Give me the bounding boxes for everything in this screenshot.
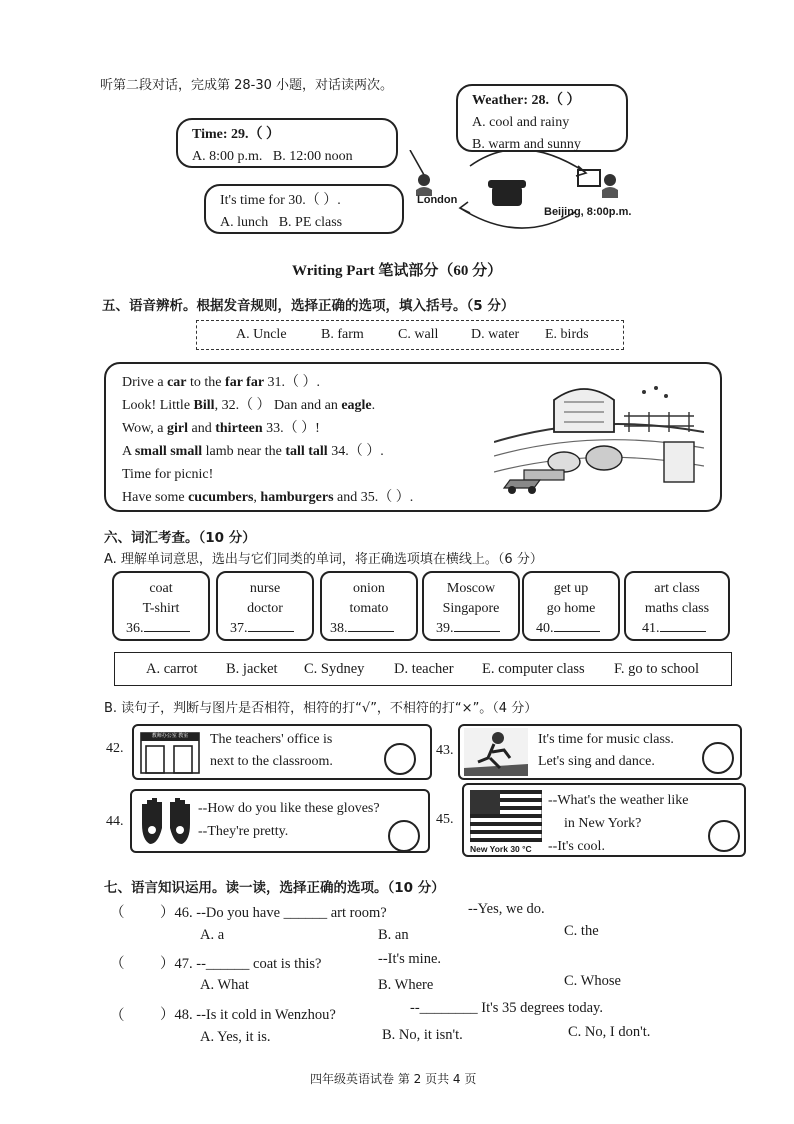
judge-44-line1: --How do you like these gloves? xyxy=(198,801,380,816)
phonics-line-picnic: Time for picnic! xyxy=(122,467,214,482)
page-footer: 四年级英语试卷 第 2 页共 4 页 xyxy=(310,1072,477,1086)
question-47-paren[interactable]: （ xyxy=(110,956,125,972)
judge-number-44: 44. xyxy=(106,814,124,829)
barn-icon xyxy=(554,389,614,432)
question-47-option-b[interactable]: B. Where xyxy=(378,977,434,993)
answer-circle-45[interactable] xyxy=(708,820,740,852)
flag-caption: New York 30 °C xyxy=(470,844,532,854)
vocab-blank-40[interactable]: 40. xyxy=(524,619,618,639)
vocab-option-e: E. computer class xyxy=(482,661,585,677)
vocab-word: tomato xyxy=(349,601,389,616)
answer-circle-43[interactable] xyxy=(702,742,734,774)
section5-option-d: D. water xyxy=(471,327,520,342)
section6-part-a: A. 理解单词意思，选出与它们同类的单词，将正确选项填在横线上。（6 分） xyxy=(104,552,543,567)
judge-text-45 xyxy=(548,789,689,858)
office-sign: 教师办公室 教室 xyxy=(151,733,189,739)
farm-illustration xyxy=(494,372,704,506)
time-options: A. 8:00 p.m. B. 12:00 noon xyxy=(192,149,353,164)
us-flag-icon xyxy=(470,790,542,842)
time-for-bubble xyxy=(204,184,404,234)
vocab-option-a: A. carrot xyxy=(146,661,198,677)
vocab-word: go home xyxy=(546,601,596,616)
judge-number-42: 42. xyxy=(106,741,124,756)
vocab-card-37 xyxy=(216,571,314,641)
beijing-person-icon xyxy=(604,174,616,186)
question-46-option-c[interactable]: C. the xyxy=(564,923,599,939)
phonics-line-34: A small small lamb near the tall tall 34.（ ）. xyxy=(122,444,384,459)
lamb-icon xyxy=(548,452,580,472)
section6-part-b: B. 读句子，判断与图片是否相符，相符的打“√”，不相符的打“×”。（4 分） xyxy=(104,701,538,716)
phonics-line-35: Have some cucumbers, hamburgers and 35.（ ）. xyxy=(122,490,414,505)
section5-option-c: C. wall xyxy=(398,327,439,342)
vocab-option-d: D. teacher xyxy=(394,661,454,677)
vocab-card-40 xyxy=(522,571,620,641)
judge-number-45: 45. xyxy=(436,812,454,827)
vocab-card-38 xyxy=(320,571,418,641)
vocab-blank-39[interactable]: 39. xyxy=(424,619,518,639)
section5-title: 五、语音辨析。根据发音规则，选择正确的选项，填入括号。（5 分） xyxy=(102,298,515,314)
question-46-reply: --Yes, we do. xyxy=(468,901,545,917)
vocab-card-41 xyxy=(624,571,730,641)
vocab-word: get up xyxy=(553,581,589,596)
writing-part-title: Writing Part 笔试部分（60 分） xyxy=(292,263,503,279)
phonics-line-33: Wow, a girl and thirteen 33.（ ）! xyxy=(122,421,320,436)
phonics-line-32: Look! Little Bill, 32.（ ） Dan and an eagle. xyxy=(122,398,376,413)
weather-option-a: A. cool and rainy xyxy=(472,115,570,130)
london-person-icon xyxy=(418,174,430,186)
section7-title: 七、语言知识运用。读一读，选择正确的选项。（10 分） xyxy=(104,880,445,896)
vocab-option-f: F. go to school xyxy=(614,661,700,677)
time-question: Time: 29.（ ） xyxy=(192,127,281,142)
judge-45-line3: --It's cool. xyxy=(548,839,605,854)
question-48-reply: --________ It's 35 degrees today. xyxy=(410,1000,603,1016)
judge-43-line1: It's time for music class. xyxy=(538,732,674,747)
vocab-word: Singapore xyxy=(442,601,500,616)
section5-option-e: E. birds xyxy=(545,327,589,342)
question-46-option-b[interactable]: B. an xyxy=(378,927,409,943)
judge-42-line1: The teachers' office is xyxy=(210,732,333,747)
time-for-question: It's time for 30.（ ）. xyxy=(220,193,341,208)
phonics-line-31: Drive a car to the far far 31.（ ）. xyxy=(122,375,321,390)
vocab-word: maths class xyxy=(644,601,710,616)
question-47: ）47. --______ coat is this? xyxy=(160,956,322,972)
question-48-option-b[interactable]: B. No, it isn't. xyxy=(382,1027,463,1043)
time-bubble xyxy=(176,118,398,168)
judge-45-line1: --What's the weather like xyxy=(548,793,689,808)
section5-option-a: A. Uncle xyxy=(236,327,287,342)
vocab-word: art class xyxy=(654,581,700,596)
vocab-option-b: B. jacket xyxy=(226,661,278,677)
vocab-word: Moscow xyxy=(446,581,496,596)
vocab-word: onion xyxy=(353,581,385,596)
judge-number-43: 43. xyxy=(436,743,454,758)
question-48: ）48. --Is it cold in Wenzhou? xyxy=(160,1007,336,1023)
vocab-blank-38[interactable]: 38. xyxy=(322,619,416,639)
gloves-icon xyxy=(138,794,196,848)
question-47-reply: --It's mine. xyxy=(378,951,442,967)
vocab-blank-41[interactable]: 41. xyxy=(626,619,728,639)
section5-option-b: B. farm xyxy=(321,327,364,342)
question-48-paren[interactable]: （ xyxy=(110,1008,125,1024)
cow-icon xyxy=(586,446,622,470)
vocab-word: coat xyxy=(149,581,173,596)
question-48-option-c[interactable]: C. No, I don't. xyxy=(568,1024,651,1040)
question-46-option-a[interactable]: A. a xyxy=(200,927,225,943)
judge-text-44 xyxy=(198,797,380,843)
question-46: ）46. --Do you have ______ art room? xyxy=(160,905,387,921)
weather-question: Weather: 28.（ ） xyxy=(472,93,581,108)
question-47-option-c[interactable]: C. Whose xyxy=(564,973,621,989)
vocab-word: doctor xyxy=(247,601,283,616)
judge-text-42 xyxy=(210,729,333,773)
judge-text-43 xyxy=(538,729,674,773)
vocab-card-36 xyxy=(112,571,210,641)
vocab-word: nurse xyxy=(249,581,281,596)
vocab-option-c: C. Sydney xyxy=(304,661,365,677)
listening-intro: 听第二段对话，完成第 28-30 小题，对话读两次。 xyxy=(100,78,394,93)
tv-icon xyxy=(578,170,600,186)
london-label: London xyxy=(417,194,458,206)
question-48-option-a[interactable]: A. Yes, it is. xyxy=(200,1029,271,1045)
running-boy-icon xyxy=(464,728,528,776)
section6-title: 六、词汇考查。（10 分） xyxy=(104,530,256,546)
weather-bubble xyxy=(456,84,628,152)
vocab-blank-36[interactable]: 36. xyxy=(114,619,208,639)
question-46-paren[interactable]: （ xyxy=(110,905,125,921)
answer-circle-42[interactable] xyxy=(384,743,416,775)
judge-45-line2: in New York? xyxy=(564,816,642,831)
vocab-card-39 xyxy=(422,571,520,641)
question-47-option-a[interactable]: A. What xyxy=(200,977,249,993)
car-icon xyxy=(504,480,540,488)
telephone-icon xyxy=(492,186,522,206)
phonics-lines xyxy=(122,371,502,509)
vocab-word: T-shirt xyxy=(142,601,180,616)
answer-circle-44[interactable] xyxy=(388,820,420,852)
judge-42-line2: next to the classroom. xyxy=(210,754,333,769)
judge-44-line2: --They're pretty. xyxy=(198,824,289,839)
time-for-options: A. lunch B. PE class xyxy=(220,215,343,230)
beijing-label: Beijing, 8:00p.m. xyxy=(544,206,632,218)
weather-option-b: B. warm and sunny xyxy=(472,137,581,152)
vocab-blank-37[interactable]: 37. xyxy=(218,619,312,639)
judge-43-line2: Let's sing and dance. xyxy=(538,754,655,769)
